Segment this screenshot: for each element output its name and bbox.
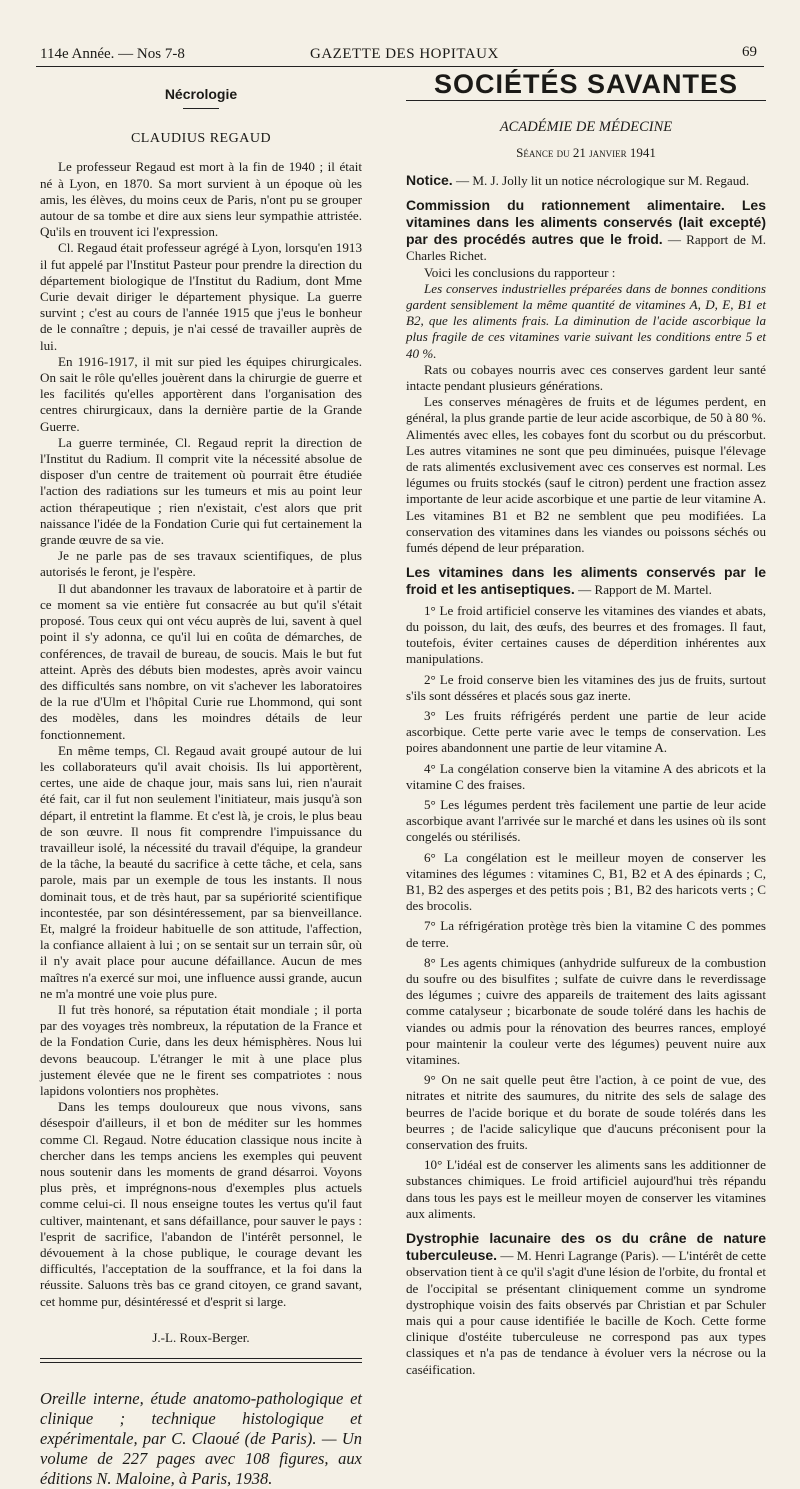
list-item: 4° La congélation conserve bien la vitamine A des abricots et la vitamine C des fraises. xyxy=(406,760,766,792)
list-item: 3° Les fruits réfrigérés perdent une partie de leur acide ascorbique. Cette perte varie avec le temps de conservation. Les poires abandonnent une partie de leur vitamine A. xyxy=(406,707,766,756)
paragraph: Il dut abandonner les travaux de laboratoire et à partir de ce moment sa vie entière fut consacrée au but qu'il s'était proposé. Tous ceux qui ont vécu auprès de lui, savent à quel point il s'y adonna, ce qu'il lui en coûta de démarches, de conférences, de travail de bureau, de soucis. Mais le but fut atteint. Après des débuts bien modestes, après avoir vaincu des difficultés sans nombre, on vit s'achever les laboratoires de la rue d'Ulm et l'hôpital Curie rue Lhommond, qui sont des modèles, dans les moindres détails de leur fonctionnement. xyxy=(40,580,362,742)
paragraph: Le professeur Regaud est mort à la fin de 1940 ; il était né à Lyon, en 1870. Sa mort survient à un époque où les amis, les élèves, du moins ceux de Paris, n'ont pu se grouper autour de sa tombe et dire aux siens leur sympathie attristée. Qu'ils en trouvent ici l'expression. xyxy=(40,159,362,240)
paragraph: Dans les temps douloureux que nous vivons, sans désespoir d'ailleurs, il et bon de méditer sur les hommes comme Cl. Regaud. Notre éducation classique nous incite à chercher dans les temps anciens les exemples qui peuvent nous soutenir dans les moments de grand désarroi. Voyons plus près, et imprégnons-nous d'exemples plus actuels comme celui-ci. Il nous enseigne toutes les vertus qu'il faut cultiver, maintenant, et sans défaillance, pour sauver le pays : l'esprit de sacrifice, l'abandon de l'intérêt personnel, le dévouement à la chose publique, le courage devant les difficultés, l'acceptation de la souffrance, et la foi dans la réussite. Saluons très bas ce grand citoyen, ce grand savant, cet homme pur, désintéressé et d'esprit si large. xyxy=(40,1099,362,1309)
paragraph: Rats ou cobayes nourris avec ces conserves gardent leur santé intacte pendant plusieurs générations. xyxy=(406,361,766,394)
paragraph: En 1916-1917, il mit sur pied les équipes chirurgicales. On sait le rôle qu'elles jouèrent dans la chirurgie de guerre et les facilités qu'elles apportèrent dans l'organisation des centres chirurgicaux, dans la dernière partie de la Grande Guerre. xyxy=(40,353,362,434)
journal-title: GAZETTE DES HOPITAUX xyxy=(310,46,499,62)
notice-text: — M. J. Jolly lit un notice nécrologique sur M. Regaud. xyxy=(455,172,750,188)
list-item: 9° On ne sait quelle peut être l'action, à ce point de vue, des nitrates et nitrite des saumures, du nitrite des sels de salage des beurres de l'acide borique et du borate de soude tolérés dans les beurres ; de l'acide salicylique que d'aucuns préconisent pour la conservation des fruits. xyxy=(406,1072,766,1152)
paragraph: Les conserves ménagères de fruits et de légumes perdent, en général, la plus grande partie de leur acide ascorbique, de 50 à 80 %. Alimentés avec elles, les cobayes font du scorbut ou du préscorbut. Les autres vitamines ne sont que peu diminuées, puisque l'élevage de rats alimentés exclusivement avec ces conserves est normal. Les légumes ou fruits stockés (sauf le citron) perdent une fraction assez importante de leur acide ascorbique et une partie de leur vitamine A. Les vitamines B1 et B2 ne semblent que peu modifiées. La conservation des vitamines dans les viandes ou poissons séchés ou fumés dépend de leur préparation. xyxy=(406,394,766,556)
list-item: 5° Les légumes perdent très facilement une partie de leur acide ascorbique avant l'arrivée sur le marché et dans les usines où ils sont congelés ou stérilisés. xyxy=(406,796,766,845)
list-item: 8° Les agents chimiques (anhydride sulfureux de la combustion du soufre ou des bisulfites ; sulfate de cuivre dans le reverdissage des légumes ; cuivre des appareils de traitement des laits agissant comme catalyseur ; bicarbonate de soude toléré dans les hachis de viandes ou admis pour la rénovation des beurres rances, employé pour maintenir la couleur verte des légumes) peuvent nuire aux vitamines. xyxy=(406,954,766,1067)
dystrophie-block xyxy=(406,1230,766,1378)
book-review xyxy=(40,1389,362,1489)
left-column xyxy=(40,72,362,1489)
paragraph: Je ne parle pas de ses travaux scientifiques, de plus autorisés le feront, je l'espère. xyxy=(40,548,362,580)
commission-text: — Rapport de M. Charles Richet. xyxy=(406,232,766,264)
commission-heading: Commission du rationnement alimentaire. Les vitamines dans les aliments conservés (lait excepté) par des procédés autres que le froid. xyxy=(406,196,766,248)
froid-text: — Rapport de M. Martel. xyxy=(578,582,712,598)
froid-block xyxy=(406,564,766,1222)
academy-heading: ACADÉMIE DE MÉDECINE xyxy=(499,119,673,136)
paragraph: En même temps, Cl. Regaud avait groupé autour de lui les collaborateurs qu'il avait choisis. Ils lui apportèrent, certes, une aide de chaque jour, mais sans lui, rien n'aurait été fait, car il fut non seulement l'initiateur, mais jusqu'à son départ, il entretint la flamme. Et c'est là, je crois, le plus beau de son œuvre. Il nous fit comprendre l'impuissance du travailleur isolé, la nécessité du travail d'équipe, la grandeur de la tâche, la beauté du sacrifice à cette tâche, et cela, sans parole, mais par un exemple de tous les instants. Il nous dominait tous, et de très haut, par sa supériorité scientifique incontestée, par son désintéressement, par sa bienveillance. Et, malgré la froideur habituelle de son attitude, l'affection, la confiance allaient à lui ; on se sentait sur un terrain sûr, où il n'y avait place pour aucune défaillance. Aucun de mes maîtres n'a exercé sur moi, une influence aussi grande, aucun ne m'a montré une voie plus pure. xyxy=(40,742,362,1001)
seance-date: Séance du 21 janvier 1941 xyxy=(516,145,656,161)
page-number: 69 xyxy=(742,44,757,60)
notice-block xyxy=(406,172,766,189)
list-item: 6° La congélation est le meilleur moyen de conserver les vitamines des légumes : vitamines C, B1, B2 et A des épinards ; C, B1, B2 des asperges et des petits pois ; B1, B2 des haricots verts ; C des brocolis. xyxy=(406,849,766,914)
list-item: 7° La réfrigération protège très bien la vitamine C des pommes de terre. xyxy=(406,918,766,950)
paragraph: Il fut très honoré, sa réputation était mondiale ; il porta par des voyages très nombreux, la réputation de la France et de la Fondation Curie, dans les deux hémisphères. Nous lui devons beaucoup. L'étranger le mit à une place plus justement élevée que ne le firent ses compatriotes : nous lapidons volontiers nos prophètes. xyxy=(40,1001,362,1098)
notice-heading: Notice. xyxy=(406,171,453,188)
obituary-signature: J.-L. Roux-Berger. xyxy=(152,1329,250,1345)
paragraph: La guerre terminée, Cl. Regaud reprit la direction de l'Institut du Radium. Il comprit vite la nécessité absolue de disposer d'un centre de traitement où pourrait être étudiée l'action des radiations sur les tumeurs et mis au point leur action thérapeutique ; rien n'existait, c'est alors que prit naissance l'idée de la Fondation Curie qui fut certainement la grande œuvre de sa vie. xyxy=(40,434,362,548)
froid-heading: Les vitamines dans les aliments conservés par le froid et les antiseptiques. xyxy=(406,564,766,598)
dystrophie-text: — M. Henri Lagrange (Paris). — L'intérêt de cette observation tient à ce qu'il s'agit d'une lésion de l'orbite, du frontal et de l'occipital se présentant cliniquement comme un syndrome dystrophique voisin des faits observés par Christian et par Schuler mais qui a pour cause identifiée le bacille de Koch. Cette forme clinique d'ostéite tuberculeuse ne correspond pas aux types classiques et n'a pas de tendance à évoluer vers la nécrose ou la caséification. xyxy=(406,1248,767,1377)
section-divider xyxy=(183,108,219,109)
header-rule xyxy=(36,66,764,67)
commission-block xyxy=(406,197,766,556)
right-column xyxy=(406,69,767,1378)
paragraph: Les conserves industrielles préparées dans de bonnes conditions gardent sensiblement la même quantité de vitamines A, D, E, B1 et B2, que les aliments frais. La diminution de l'acide ascorbique la plus fragile de ces vitamines varie suivant les conditions entre 5 et 40 %. xyxy=(406,280,766,361)
list-item: 2° Le froid conserve bien les vitamines des jus de fruits, surtout s'ils sont désséres et placés sous gaz inerte. xyxy=(406,671,766,703)
title-rule xyxy=(406,100,766,101)
book-review-text: Oreille interne, étude anatomo-pathologique et clinique ; technique histologique et expérimentale, par C. Claoué (de Paris). — Un volume de 227 pages avec 108 figures, aux éditions N. Maloine, à Paris, 1938. xyxy=(40,1389,362,1489)
issue-number: 114e Année. — Nos 7-8 xyxy=(40,46,185,62)
list-item: 10° L'idéal est de conserver les aliments sans les additionner de substances chimiques. Le froid artificiel aujourd'hui très répandu dans tous les pays est le meilleur moyen de conserver les vitamines aux aliments. xyxy=(406,1157,766,1221)
double-rule xyxy=(40,1358,362,1363)
section-title: SOCIÉTÉS SAVANTES xyxy=(433,69,739,99)
section-heading: Nécrologie xyxy=(164,86,238,102)
paragraph: Cl. Regaud était professeur agrégé à Lyon, lorsqu'en 1913 il fut appelé par l'Institut Pasteur pour prendre la direction du département biologique de l'Institut du Radium, dont Mme Curie devait diriger le département physique. La guerre survint ; c'est au cours de l'année 1915 que j'eus le bonheur de le connaître ; depuis, je n'ai cessé de travailler auprès de lui. xyxy=(40,240,362,353)
obituary-title: CLAUDIUS REGAUD xyxy=(130,131,272,147)
paragraph: Voici les conclusions du rapporteur : xyxy=(424,264,616,280)
list-item: 1° Le froid artificiel conserve les vitamines des viandes et abats, du poisson, du lait, des œufs, des beurres et des fromages. Il faut, toutefois, éviter certaines causes de déperdition inhérentes aux manipulations. xyxy=(406,602,766,667)
running-header xyxy=(40,46,765,68)
dystrophie-heading: Dystrophie lacunaire des os du crâne de nature tuberculeuse. xyxy=(406,1230,766,1264)
